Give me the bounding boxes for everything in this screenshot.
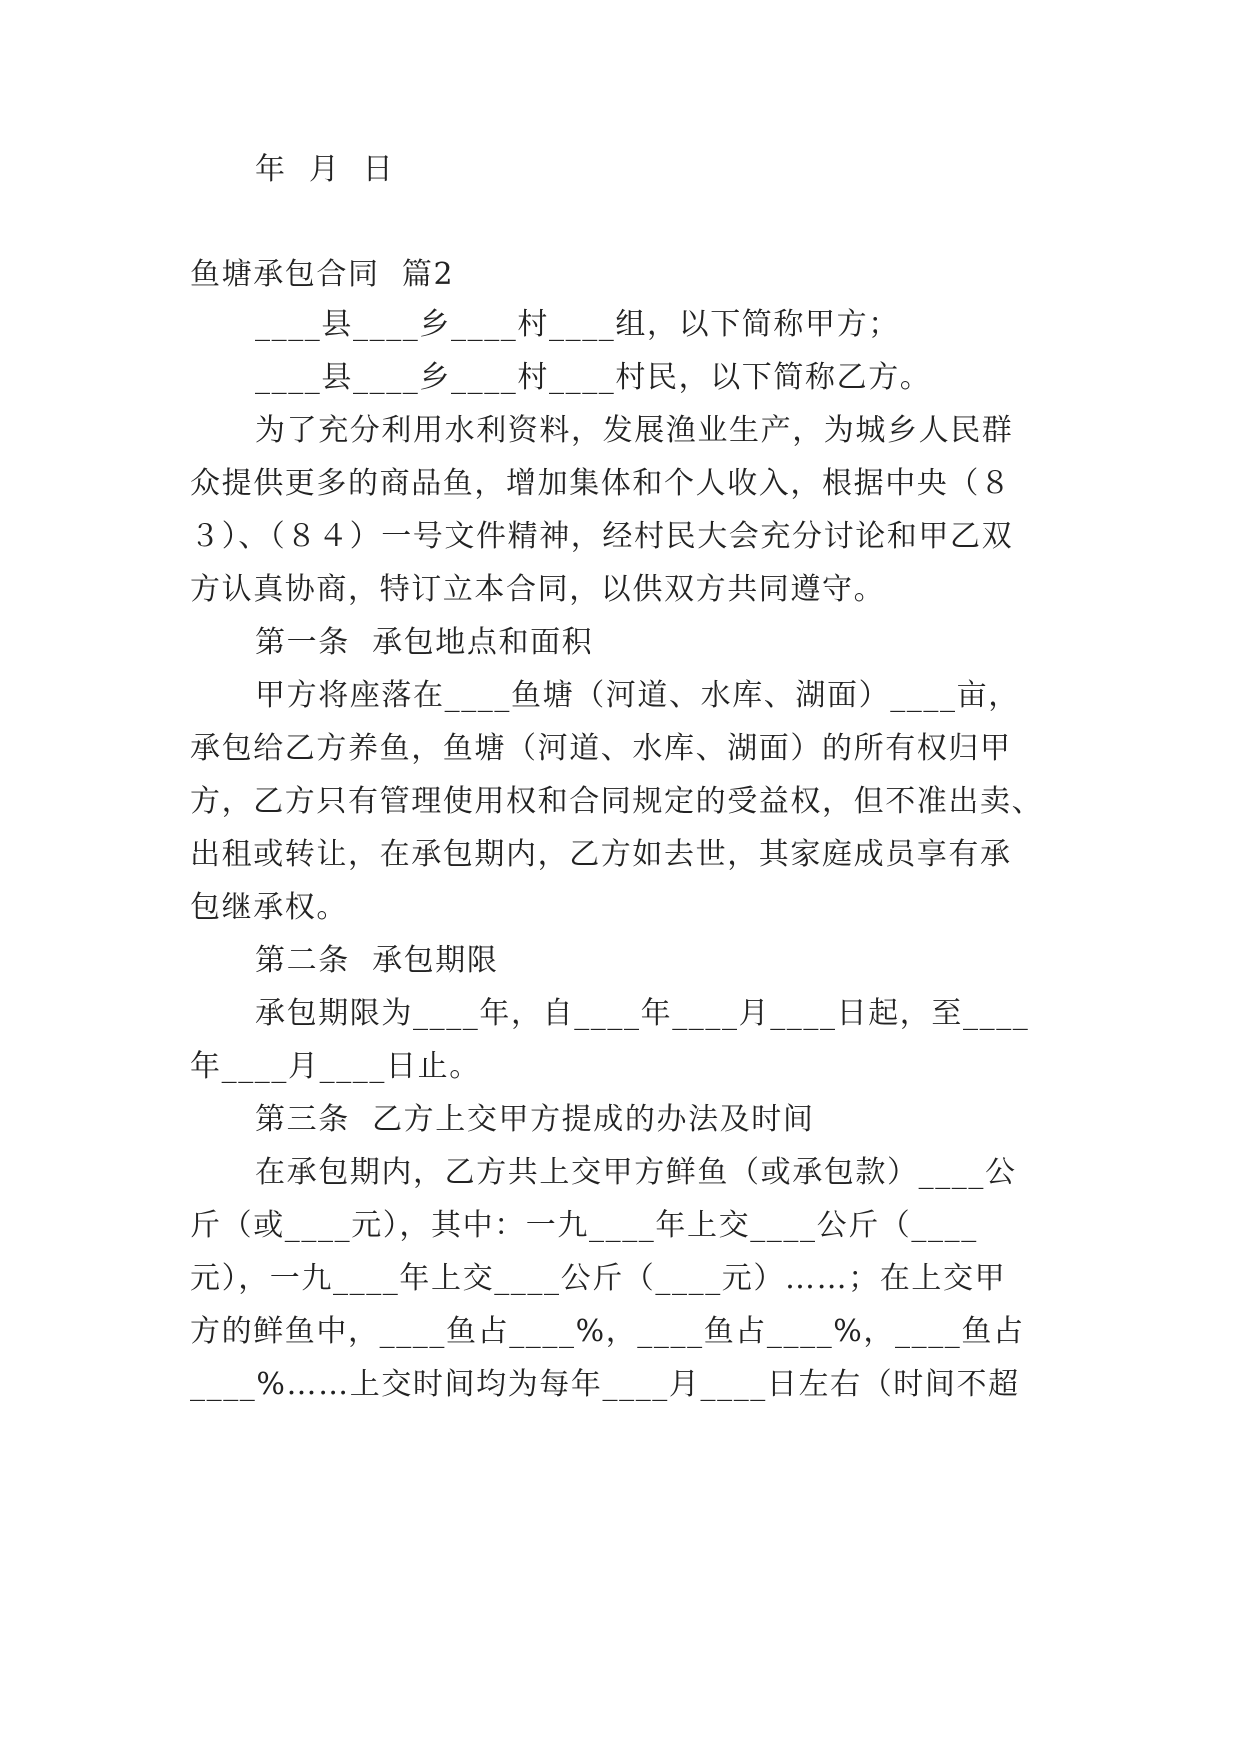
- paragraph-line: ____%……上交时间均为每年____月____日左右（时间不超: [190, 1367, 1020, 1402]
- article-heading: 第一条 承包地点和面积: [255, 625, 594, 660]
- party-a-line: ____县____乡____村____组，以下简称甲方；: [255, 307, 900, 342]
- paragraph-line: 在承包期内，乙方共上交甲方鲜鱼（或承包款）____公: [255, 1155, 1017, 1190]
- paragraph-line: 众提供更多的商品鱼，增加集体和个人收入，根据中央（８: [190, 466, 1012, 501]
- paragraph-line: 承包给乙方养鱼，鱼塘（河道、水库、湖面）的所有权归甲: [190, 731, 1012, 766]
- paragraph-line: 方认真协商，特订立本合同，以供双方共同遵守。: [190, 572, 886, 607]
- paragraph-line: 包继承权。: [190, 890, 348, 925]
- paragraph-line: 承包期限为____年，自____年____月____日起，至____: [255, 996, 1030, 1031]
- paragraph-line: 年____月____日止。: [190, 1049, 481, 1084]
- article-heading: 第二条 承包期限: [255, 943, 499, 978]
- paragraph-line: ３）、（８４）一号文件精神，经村民大会充分讨论和甲乙双: [190, 519, 1014, 554]
- paragraph-line: 为了充分利用水利资料，发展渔业生产，为城乡人民群: [255, 413, 1014, 448]
- paragraph-line: 方，乙方只有管理使用权和合同规定的受益权，但不准出卖、: [190, 784, 1044, 819]
- paragraph-line: 斤（或____元），其中：一九____年上交____公斤（____: [190, 1208, 978, 1243]
- paragraph-line: 方的鲜鱼中，____鱼占____%，____鱼占____%，____鱼占: [190, 1314, 1025, 1349]
- party-b-line: ____县____乡____村____村民，以下简称乙方。: [255, 360, 932, 395]
- paragraph-line: 元），一九____年上交____公斤（____元）……；在上交甲: [190, 1261, 1007, 1296]
- article-heading: 第三条 乙方上交甲方提成的办法及时间: [255, 1102, 815, 1137]
- paragraph-line: 出租或转让，在承包期内，乙方如去世，其家庭成员享有承: [190, 837, 1012, 872]
- paragraph-line: 甲方将座落在____鱼塘（河道、水库、湖面）____亩，: [255, 678, 1020, 713]
- section-title: 鱼塘承包合同 篇2: [190, 257, 455, 292]
- date-line: 年 月 日: [255, 152, 395, 187]
